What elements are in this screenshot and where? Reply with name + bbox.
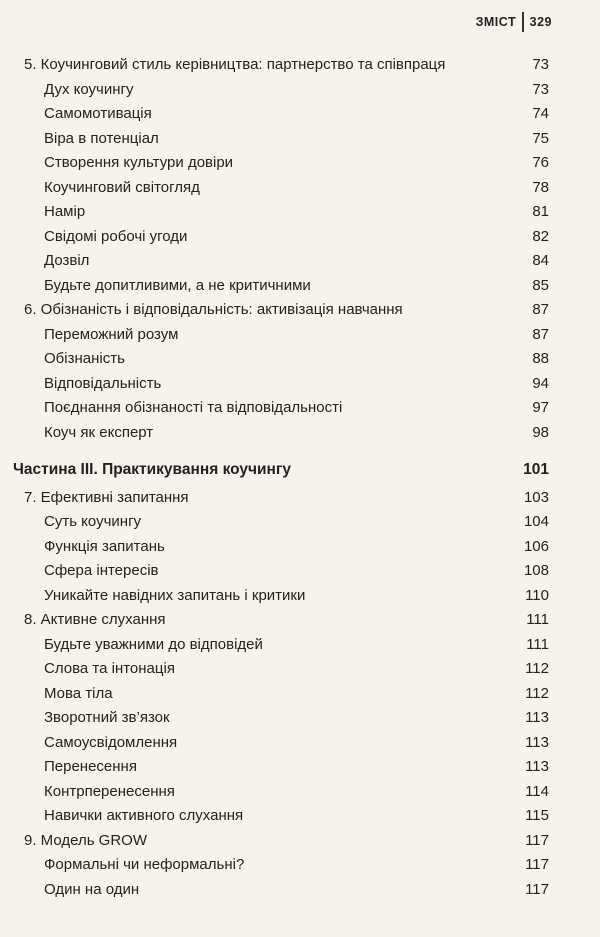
toc-entry-page: 117	[525, 831, 549, 849]
toc-entry-page: 82	[532, 227, 549, 245]
toc-section	[0, 323, 600, 347]
toc-section	[0, 878, 600, 902]
toc-entry-title: Один на один	[44, 880, 140, 898]
toc-entry-title: Обізнаність	[44, 350, 125, 367]
toc-section	[0, 559, 600, 583]
toc-entry-page: 113	[525, 758, 549, 775]
toc-section	[0, 804, 600, 828]
toc-entry-title: Слова та інтонація	[44, 660, 175, 677]
toc-section	[0, 102, 600, 126]
toc-section	[0, 510, 600, 534]
toc-entry-title: Зворотний зв’язок	[44, 709, 170, 726]
toc-entry-title: Коуч як експерт	[44, 423, 154, 441]
toc-entry-page: 114	[525, 782, 549, 800]
toc-entry-title: Суть коучингу	[44, 513, 142, 530]
toc-section	[0, 151, 600, 175]
toc-entry-page: 104	[523, 513, 549, 530]
toc-section	[0, 200, 600, 224]
toc-entry-title: Контрперенесення	[44, 782, 175, 800]
toc-entry-title: Дух коучингу	[44, 80, 134, 98]
toc-entry-page: 88	[532, 350, 549, 367]
toc-entry-title: Формальні чи неформальні?	[44, 856, 245, 873]
toc-entry-title: Створення культури довіри	[44, 154, 234, 171]
toc-section	[0, 225, 600, 249]
toc-section	[0, 176, 600, 200]
toc-section	[0, 274, 600, 298]
toc-section	[0, 127, 600, 151]
toc-section	[0, 780, 600, 804]
toc-entry-title: Самомотивація	[44, 105, 152, 122]
toc-entry-page: 117	[525, 880, 549, 898]
toc-entry-title: Будьте уважними до відповідей	[44, 635, 263, 653]
toc-entry-title: 8. Активне слухання	[24, 611, 166, 628]
toc-section	[0, 657, 600, 681]
toc-entry-page: 111	[526, 635, 549, 653]
toc-entry-page: 110	[525, 586, 549, 604]
toc-entry-title: Віра в потенціал	[44, 129, 159, 147]
toc-entry-title: Переможний розум	[44, 325, 179, 343]
toc-entry-page: 113	[525, 733, 549, 751]
toc-entry-title: Свідомі робочі угоди	[44, 227, 188, 245]
toc-entry-title: Самоусвідомлення	[44, 733, 178, 751]
toc-section	[0, 249, 600, 273]
header-divider	[522, 12, 524, 32]
toc-entry-page: 87	[532, 301, 549, 318]
page-number: 329	[529, 15, 552, 29]
section-title: ЗМІСТ	[475, 15, 517, 29]
toc-entry-page: 81	[532, 203, 549, 220]
toc-entry-page: 112	[525, 660, 549, 677]
toc-section	[0, 706, 600, 730]
toc-section	[0, 755, 600, 779]
toc-section	[0, 421, 600, 445]
toc-entry-page: 85	[532, 276, 549, 294]
toc-entry-page: 113	[525, 709, 549, 726]
toc-entry-title: Сфера інтересів	[44, 562, 159, 579]
toc-entry-page: 112	[525, 684, 549, 702]
toc-section	[0, 396, 600, 420]
toc-entry-page: 74	[532, 105, 549, 122]
toc-entry-title: Відповідальність	[44, 374, 162, 392]
toc-entry-page: 76	[532, 154, 549, 171]
toc-entry-page: 78	[532, 178, 549, 196]
toc-section	[0, 731, 600, 755]
toc-entry-page: 111	[526, 611, 549, 628]
toc-entry-page: 94	[532, 374, 549, 392]
toc-chapter	[0, 608, 600, 632]
toc-entry-title: Функція запитань	[44, 537, 165, 555]
toc-entry-page: 73	[532, 80, 549, 98]
toc-entry-page: 106	[523, 537, 549, 555]
toc-entry-title: 7. Ефективні запитання	[24, 488, 189, 506]
toc-entry-title: Мова тіла	[44, 684, 113, 702]
toc-entry-page: 97	[532, 399, 549, 416]
toc-chapter	[0, 486, 600, 510]
toc-entry-page: 103	[523, 488, 549, 506]
toc-section	[0, 347, 600, 371]
toc-entry-title: Намір	[44, 203, 86, 220]
toc-section	[0, 633, 600, 657]
toc-section	[0, 372, 600, 396]
toc-section	[0, 853, 600, 877]
toc-entry-page: 98	[532, 423, 549, 441]
toc-entry-title: Будьте допитливими, а не критичними	[44, 276, 311, 294]
toc-entry-title: Навички активного слухання	[44, 807, 244, 824]
toc-entry-title: Частина III. Практикування коучингу	[13, 461, 291, 478]
toc-entry-page: 87	[532, 325, 549, 343]
toc-part-heading	[0, 458, 600, 482]
toc-entry-title: Уникайте навідних запитань і критики	[44, 586, 306, 604]
toc-chapter	[0, 298, 600, 322]
toc-entry-title: Коучинговий світогляд	[44, 178, 200, 196]
toc-entry-page: 117	[525, 856, 549, 873]
toc-entry-title: Поєднання обізнаності та відповідальності	[44, 399, 343, 416]
toc-entry-title: 5. Коучинговий стиль керівництва: партнерство та співпраця	[24, 56, 446, 73]
toc-entry-page: 115	[525, 807, 549, 824]
toc-chapter	[0, 53, 600, 77]
toc-entry-page: 75	[532, 129, 549, 147]
toc-chapter	[0, 829, 600, 853]
toc-section	[0, 682, 600, 706]
toc-section	[0, 584, 600, 608]
toc-entry-title: Дозвіл	[44, 252, 90, 269]
toc-entry-title: Перенесення	[44, 758, 137, 775]
toc-entry-page: 73	[532, 56, 549, 73]
toc-entry-page: 108	[523, 562, 549, 579]
toc-section	[0, 535, 600, 559]
toc-entry-page: 84	[532, 252, 549, 269]
toc-section	[0, 78, 600, 102]
toc-entry-title: 9. Модель GROW	[24, 831, 148, 849]
running-header	[476, 12, 552, 32]
toc-entry-page: 101	[523, 461, 549, 478]
toc-entry-title: 6. Обізнаність і відповідальність: активізація навчання	[24, 301, 403, 318]
